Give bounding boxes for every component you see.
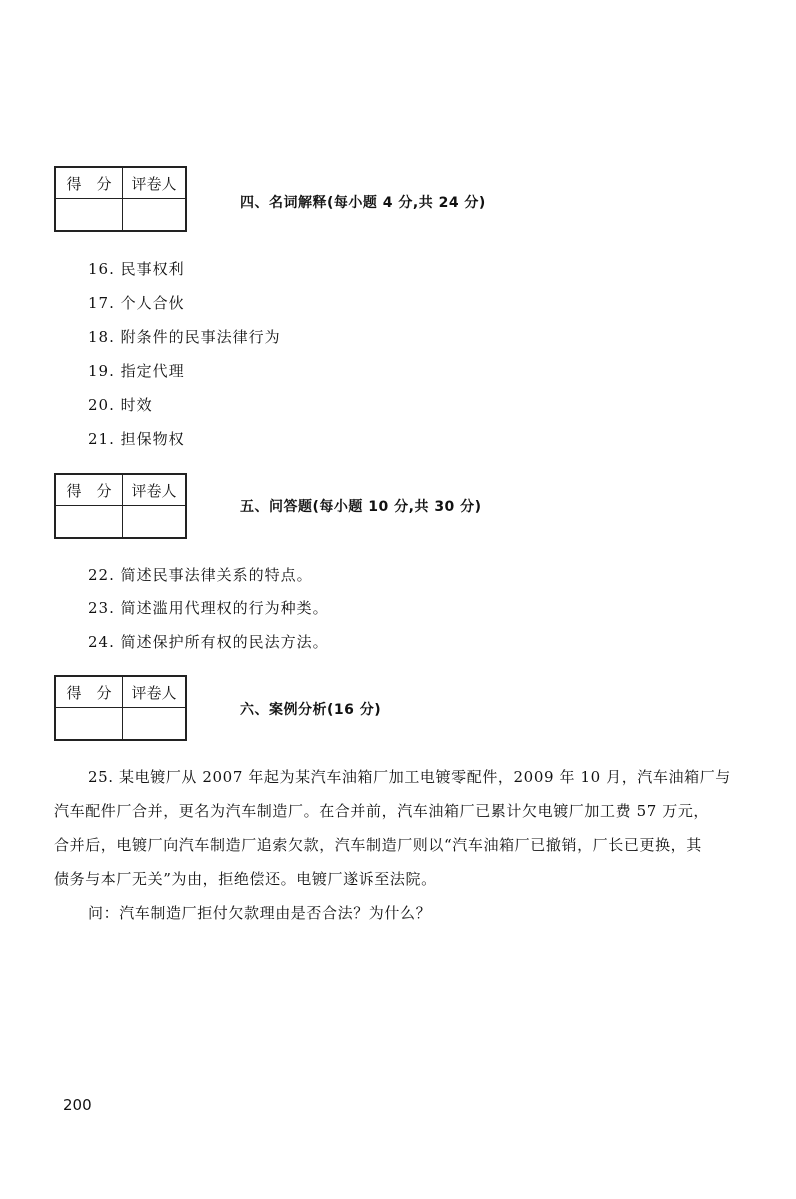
- score-cell: [56, 199, 123, 230]
- page-number: 200: [63, 1096, 92, 1114]
- list-item: 22. 简述民事法律关系的特点。: [88, 566, 313, 584]
- score-box-section-5: [54, 473, 187, 539]
- list-item: 18. 附条件的民事法律行为: [88, 328, 281, 346]
- case-line: 合并后，电镀厂向汽车制造厂追索欠款，汽车制造厂则以“汽车油箱厂已撤销，厂长已更换，其: [54, 836, 702, 854]
- case-line: 债务与本厂无关”为由，拒绝偿还。电镀厂遂诉至法院。: [54, 870, 437, 888]
- grader-cell: [123, 708, 185, 739]
- grader-label: 评卷人: [131, 174, 177, 193]
- case-line: 汽车配件厂合并，更名为汽车制造厂。在合并前，汽车油箱厂已累计欠电镀厂加工费 57 万元，: [54, 802, 710, 820]
- grader-label: 评卷人: [131, 683, 177, 702]
- list-item: 19. 指定代理: [88, 362, 185, 380]
- section-title: 六、案例分析(16 分): [240, 702, 382, 718]
- list-item: 20. 时效: [88, 396, 153, 414]
- list-item: 16. 民事权利: [88, 260, 185, 278]
- score-cell: [56, 708, 123, 739]
- score-label: 得 分: [56, 475, 123, 505]
- list-item: 24. 简述保护所有权的民法方法。: [88, 633, 329, 651]
- section-title: 四、名词解释(每小题 4 分,共 24 分): [240, 195, 486, 211]
- score-label: 得 分: [56, 677, 123, 707]
- list-item: 23. 简述滥用代理权的行为种类。: [88, 599, 329, 617]
- section-title: 五、问答题(每小题 10 分,共 30 分): [240, 499, 482, 515]
- score-box-section-4: [54, 166, 187, 232]
- grader-cell: [123, 199, 185, 230]
- list-item: 21. 担保物权: [88, 430, 185, 448]
- list-item: 17. 个人合伙: [88, 294, 185, 312]
- score-label: 得 分: [56, 168, 123, 198]
- case-line: 25. 某电镀厂从 2007 年起为某汽车油箱厂加工电镀零配件，2009 年 10 月，汽车油箱厂与: [88, 768, 731, 786]
- score-box-section-6: [54, 675, 187, 741]
- case-question: 问：汽车制造厂拒付欠款理由是否合法？为什么？: [88, 904, 432, 922]
- score-cell: [56, 506, 123, 537]
- grader-label: 评卷人: [131, 481, 177, 500]
- grader-cell: [123, 506, 185, 537]
